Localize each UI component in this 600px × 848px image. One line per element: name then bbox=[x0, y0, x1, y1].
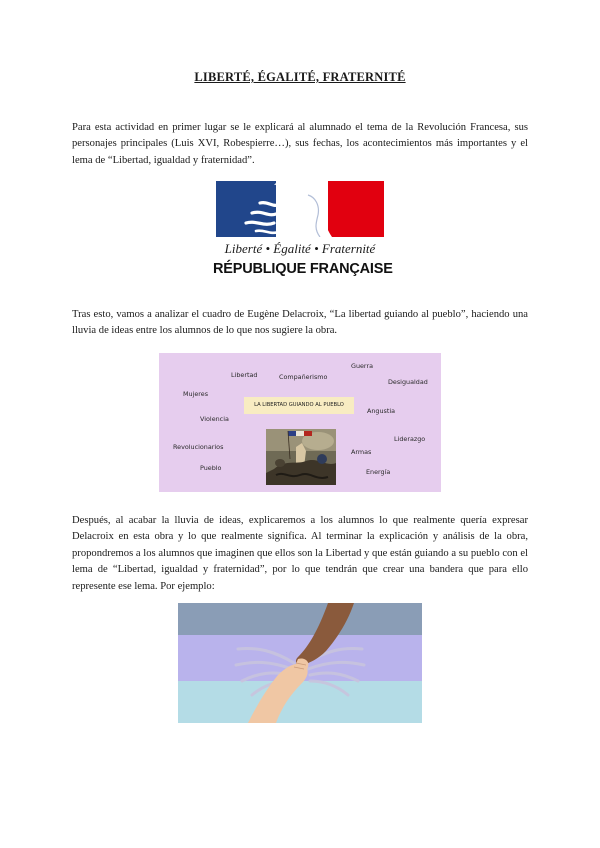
brainstorm-board bbox=[159, 353, 441, 492]
page-title: LIBERTÉ, ÉGALITÉ, FRATERNITÉ bbox=[194, 70, 406, 84]
logo-republique-name: RÉPUBLIQUE FRANÇAISE bbox=[213, 261, 393, 277]
intro-paragraph: Para esta actividad en primer lugar se le explicará al alumnado el tema de la Revolución Francesa, sus personajes principales (Luis XVI, Robespierre…), sus fechas, los acontecimientos más importantes y el lema de “Libertad, igualdad y fraternidad”. bbox=[72, 122, 528, 166]
word-guerra: Guerra bbox=[351, 362, 373, 370]
word-mujeres: Mujeres bbox=[183, 390, 209, 398]
word-armas: Armas bbox=[351, 448, 372, 456]
word-companerismo: Compañerismo bbox=[279, 373, 328, 381]
word-angustia: Angustia bbox=[367, 407, 396, 415]
example-flag-image bbox=[178, 603, 422, 723]
brainstorm-center-label: LA LIBERTAD GUIANDO AL PUEBLO bbox=[244, 397, 354, 414]
activity-paragraph: Después, al acabar la lluvia de ideas, explicaremos a los alumnos lo que realmente quería expresar Delacroix en esta obra y lo que realmente significa. Al terminar la explicación y análisis de la obra, propondremos a los alumnos que imaginen que ellos son la Libertad y que están guiando a su pueblo con el lema de “Libertad, igualdad y fraternidad”, por lo que tendrán que crear una bandera que para ello represente ese lema. Por ejemplo: bbox=[72, 515, 528, 592]
republique-francaise-logo bbox=[213, 181, 393, 287]
word-desigualdad: Desigualdad bbox=[388, 378, 428, 386]
marianne-flag-icon bbox=[216, 181, 384, 237]
logo-motto: Liberté • Égalité • Fraternité bbox=[224, 241, 376, 256]
word-revolucionarios: Revolucionarios bbox=[173, 443, 224, 451]
word-energia: Energía bbox=[366, 468, 391, 476]
word-liderazgo: Liderazgo bbox=[394, 435, 426, 443]
word-pueblo: Pueblo bbox=[200, 464, 222, 472]
analysis-paragraph: Tras esto, vamos a analizar el cuadro de Eugène Delacroix, “La libertad guiando al pueblo”, haciendo una lluvia de ideas entre los alumnos de lo que nos sugiere la obra. bbox=[72, 309, 528, 337]
word-violencia: Violencia bbox=[200, 415, 229, 423]
word-libertad: Libertad bbox=[231, 371, 258, 379]
liberty-painting-image bbox=[266, 429, 336, 485]
